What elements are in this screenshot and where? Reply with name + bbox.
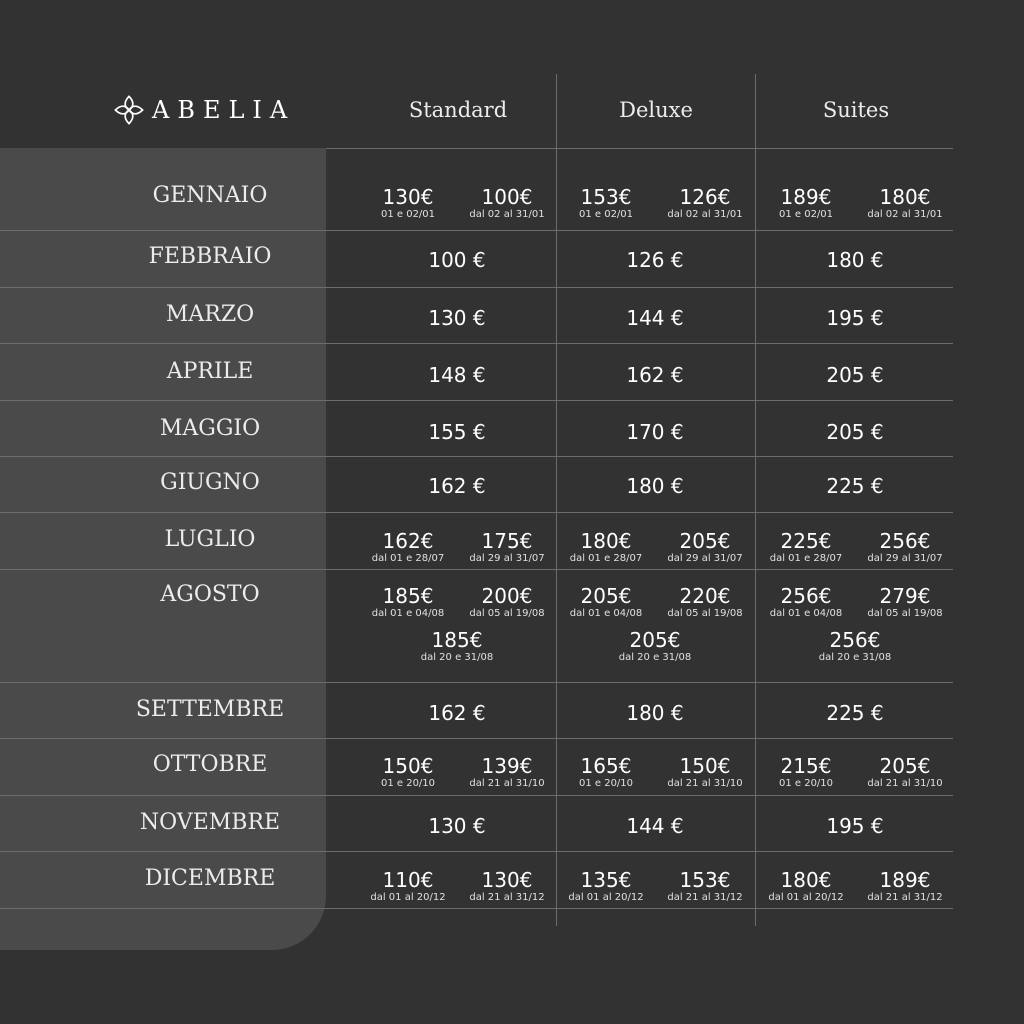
date-range: dal 01 al 20/12 bbox=[768, 892, 844, 903]
price-entry bbox=[655, 755, 755, 790]
price-value: 162€ bbox=[382, 529, 434, 553]
price-entry bbox=[457, 530, 557, 565]
price-entry bbox=[457, 869, 557, 904]
price-value: 256€ bbox=[879, 529, 931, 553]
date-range: dal 20 e 31/08 bbox=[618, 652, 692, 663]
price-value: 205 € bbox=[826, 363, 884, 387]
price-value: 180 € bbox=[626, 474, 684, 498]
month-label: FEBBRAIO bbox=[148, 244, 272, 269]
price-value: 256€ bbox=[780, 584, 832, 608]
price-value: 162 € bbox=[428, 474, 486, 498]
price-value: 185€ bbox=[382, 584, 434, 608]
price-cell bbox=[756, 569, 954, 682]
price-entry bbox=[655, 530, 755, 565]
date-range: dal 29 al 31/07 bbox=[867, 553, 943, 564]
price-entry bbox=[556, 869, 656, 904]
price-value: 162 € bbox=[428, 701, 486, 725]
price-cell bbox=[756, 230, 954, 287]
table-row bbox=[0, 851, 1024, 908]
price-entry bbox=[457, 755, 557, 790]
price-value: 170 € bbox=[626, 420, 684, 444]
column-header-deluxe: Deluxe bbox=[619, 98, 693, 122]
price-value: 180€ bbox=[580, 529, 632, 553]
price-cell bbox=[358, 343, 556, 400]
price-cell bbox=[358, 682, 556, 738]
table-row bbox=[0, 230, 1024, 287]
price-value: 100€ bbox=[481, 185, 533, 209]
price-value: 225 € bbox=[826, 701, 884, 725]
price-entry bbox=[756, 186, 856, 221]
price-value: 162 € bbox=[626, 363, 684, 387]
price-cell bbox=[756, 287, 954, 343]
price-entry bbox=[407, 629, 507, 664]
date-range: 01 e 20/10 bbox=[778, 778, 834, 789]
table-row bbox=[0, 569, 1024, 682]
column-header-suites: Suites bbox=[822, 98, 890, 122]
month-label: MAGGIO bbox=[159, 416, 261, 441]
date-range: dal 21 al 31/10 bbox=[469, 778, 545, 789]
price-entry bbox=[358, 530, 458, 565]
month-label: MARZO bbox=[165, 302, 255, 327]
price-cell bbox=[358, 738, 556, 795]
table-row bbox=[0, 400, 1024, 456]
price-cell bbox=[556, 512, 754, 569]
price-value: 189€ bbox=[780, 185, 832, 209]
price-value: 165€ bbox=[580, 754, 632, 778]
date-range: dal 01 e 04/08 bbox=[371, 608, 445, 619]
price-entry bbox=[655, 186, 755, 221]
price-cell bbox=[756, 343, 954, 400]
price-value: 153€ bbox=[580, 185, 632, 209]
price-value: 205€ bbox=[580, 584, 632, 608]
price-value: 150€ bbox=[382, 754, 434, 778]
price-value: 153€ bbox=[679, 868, 731, 892]
month-label: DICEMBRE bbox=[144, 866, 276, 891]
date-range: dal 21 al 31/12 bbox=[469, 892, 545, 903]
price-entry bbox=[358, 869, 458, 904]
price-cell bbox=[556, 230, 754, 287]
price-value: 180 € bbox=[626, 701, 684, 725]
price-entry bbox=[605, 629, 705, 664]
price-value: 130 € bbox=[428, 814, 486, 838]
date-range: dal 02 al 31/01 bbox=[867, 209, 943, 220]
date-range: 01 e 02/01 bbox=[578, 209, 634, 220]
price-value: 205€ bbox=[679, 529, 731, 553]
price-value: 180€ bbox=[879, 185, 931, 209]
price-value: 130 € bbox=[428, 306, 486, 330]
price-value: 205€ bbox=[879, 754, 931, 778]
table-row bbox=[0, 456, 1024, 512]
table-row bbox=[0, 343, 1024, 400]
date-range: dal 21 al 31/10 bbox=[867, 778, 943, 789]
date-range: dal 02 al 31/01 bbox=[469, 209, 545, 220]
price-cell bbox=[556, 148, 754, 230]
flower-icon bbox=[112, 93, 146, 127]
brand-logo bbox=[112, 90, 295, 130]
price-value: 139€ bbox=[481, 754, 533, 778]
price-value: 150€ bbox=[679, 754, 731, 778]
price-cell bbox=[756, 795, 954, 851]
month-label: GIUGNO bbox=[160, 470, 260, 495]
brand-name: ABELIA bbox=[152, 96, 296, 124]
price-entry bbox=[756, 755, 856, 790]
price-cell bbox=[358, 569, 556, 682]
price-cell bbox=[756, 738, 954, 795]
price-value: 195 € bbox=[826, 814, 884, 838]
date-range: dal 05 al 19/08 bbox=[469, 608, 545, 619]
price-entry bbox=[855, 585, 955, 620]
price-entry bbox=[457, 585, 557, 620]
date-range: 01 e 20/10 bbox=[578, 778, 634, 789]
month-label: OTTOBRE bbox=[152, 752, 268, 777]
price-entry bbox=[756, 530, 856, 565]
price-cell bbox=[756, 682, 954, 738]
price-value: 279€ bbox=[879, 584, 931, 608]
price-value: 189€ bbox=[879, 868, 931, 892]
price-value: 144 € bbox=[626, 306, 684, 330]
table-row bbox=[0, 148, 1024, 230]
date-range: 01 e 20/10 bbox=[380, 778, 436, 789]
price-value: 130€ bbox=[481, 868, 533, 892]
month-label: LUGLIO bbox=[164, 527, 256, 552]
price-cell bbox=[556, 795, 754, 851]
price-value: 225 € bbox=[826, 474, 884, 498]
price-cell bbox=[358, 287, 556, 343]
date-range: dal 01 al 20/12 bbox=[370, 892, 446, 903]
price-cell bbox=[756, 148, 954, 230]
price-cell bbox=[358, 456, 556, 512]
date-range: dal 21 al 31/12 bbox=[667, 892, 743, 903]
table-row bbox=[0, 795, 1024, 851]
price-entry bbox=[756, 869, 856, 904]
date-range: dal 29 al 31/07 bbox=[667, 553, 743, 564]
price-entry bbox=[457, 186, 557, 221]
date-range: 01 e 02/01 bbox=[778, 209, 834, 220]
price-entry bbox=[556, 186, 656, 221]
month-label: NOVEMBRE bbox=[139, 810, 281, 835]
price-value: 200€ bbox=[481, 584, 533, 608]
price-cell bbox=[756, 456, 954, 512]
price-cell bbox=[556, 682, 754, 738]
price-entry bbox=[358, 755, 458, 790]
price-entry bbox=[855, 530, 955, 565]
column-header-standard: Standard bbox=[408, 98, 508, 122]
price-cell bbox=[358, 230, 556, 287]
price-cell bbox=[556, 738, 754, 795]
price-entry bbox=[855, 755, 955, 790]
date-range: dal 01 e 28/07 bbox=[769, 553, 843, 564]
price-cell bbox=[358, 148, 556, 230]
price-entry bbox=[756, 585, 856, 620]
price-cell bbox=[556, 287, 754, 343]
date-range: dal 20 e 31/08 bbox=[420, 652, 494, 663]
price-entry bbox=[655, 869, 755, 904]
price-entry bbox=[556, 585, 656, 620]
price-cell bbox=[556, 400, 754, 456]
price-value: 256€ bbox=[829, 628, 881, 652]
price-entry bbox=[655, 585, 755, 620]
price-value: 215€ bbox=[780, 754, 832, 778]
date-range: dal 01 e 28/07 bbox=[371, 553, 445, 564]
table-row bbox=[0, 738, 1024, 795]
month-label: APRILE bbox=[166, 359, 254, 384]
price-value: 148 € bbox=[428, 363, 486, 387]
date-range: dal 01 al 20/12 bbox=[568, 892, 644, 903]
price-value: 130€ bbox=[382, 185, 434, 209]
price-value: 205 € bbox=[826, 420, 884, 444]
price-cell bbox=[358, 851, 556, 908]
price-cell bbox=[756, 851, 954, 908]
date-range: dal 21 al 31/12 bbox=[867, 892, 943, 903]
price-entry bbox=[556, 755, 656, 790]
month-label: SETTEMBRE bbox=[135, 697, 285, 722]
price-value: 126€ bbox=[679, 185, 731, 209]
price-entry bbox=[855, 186, 955, 221]
price-cell bbox=[358, 512, 556, 569]
price-cell bbox=[358, 400, 556, 456]
price-cell bbox=[556, 569, 754, 682]
date-range: dal 01 e 28/07 bbox=[569, 553, 643, 564]
price-value: 205€ bbox=[629, 628, 681, 652]
price-value: 100 € bbox=[428, 248, 486, 272]
date-range: dal 20 e 31/08 bbox=[818, 652, 892, 663]
table-row bbox=[0, 287, 1024, 343]
price-value: 110€ bbox=[382, 868, 434, 892]
date-range: dal 21 al 31/10 bbox=[667, 778, 743, 789]
price-entry bbox=[805, 629, 905, 664]
date-range: dal 05 al 19/08 bbox=[867, 608, 943, 619]
month-label: GENNAIO bbox=[152, 183, 268, 208]
price-value: 126 € bbox=[626, 248, 684, 272]
date-range: dal 01 e 04/08 bbox=[769, 608, 843, 619]
price-cell bbox=[756, 512, 954, 569]
date-range: dal 05 al 19/08 bbox=[667, 608, 743, 619]
price-value: 135€ bbox=[580, 868, 632, 892]
table-row bbox=[0, 512, 1024, 569]
price-entry bbox=[358, 585, 458, 620]
date-range: 01 e 02/01 bbox=[380, 209, 436, 220]
date-range: dal 01 e 04/08 bbox=[569, 608, 643, 619]
price-cell bbox=[756, 400, 954, 456]
month-label: AGOSTO bbox=[160, 582, 260, 607]
price-cell bbox=[556, 343, 754, 400]
price-cell bbox=[556, 851, 754, 908]
row-divider bbox=[0, 908, 953, 909]
date-range: dal 29 al 31/07 bbox=[469, 553, 545, 564]
price-value: 225€ bbox=[780, 529, 832, 553]
price-value: 155 € bbox=[428, 420, 486, 444]
price-cell bbox=[358, 795, 556, 851]
price-value: 185€ bbox=[431, 628, 483, 652]
price-value: 220€ bbox=[679, 584, 731, 608]
price-value: 180€ bbox=[780, 868, 832, 892]
price-value: 144 € bbox=[626, 814, 684, 838]
price-cell bbox=[556, 456, 754, 512]
price-entry bbox=[358, 186, 458, 221]
table-row bbox=[0, 682, 1024, 738]
price-entry bbox=[855, 869, 955, 904]
date-range: dal 02 al 31/01 bbox=[667, 209, 743, 220]
price-entry bbox=[556, 530, 656, 565]
price-value: 195 € bbox=[826, 306, 884, 330]
price-value: 175€ bbox=[481, 529, 533, 553]
price-value: 180 € bbox=[826, 248, 884, 272]
